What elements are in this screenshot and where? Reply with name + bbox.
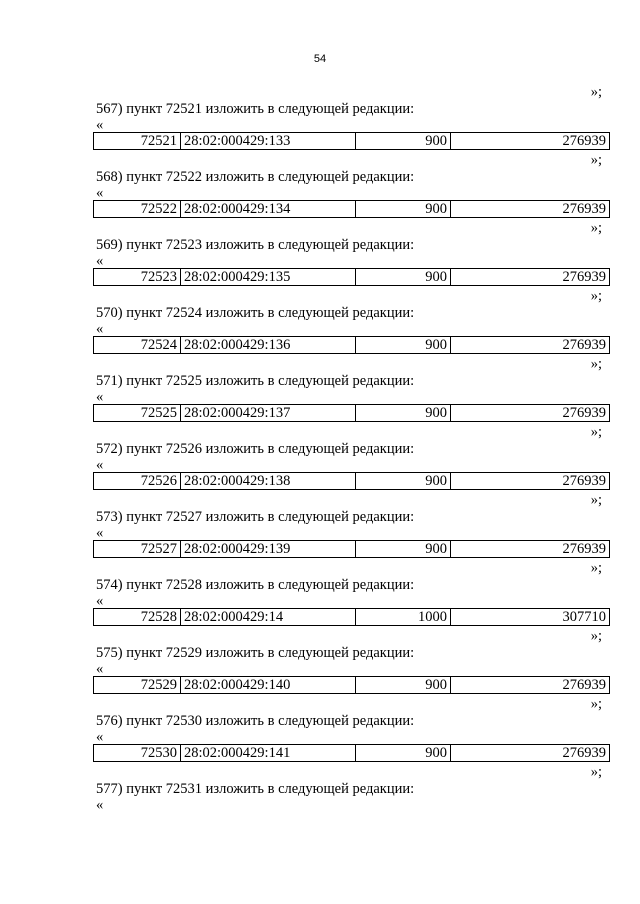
closing-quote: »; xyxy=(590,356,602,372)
parcel-table xyxy=(93,200,610,218)
document-body xyxy=(93,84,610,812)
area-cell: 900 xyxy=(356,405,451,422)
area-cell: 900 xyxy=(356,201,451,218)
table-row xyxy=(94,337,610,354)
cadastral-number-cell: 28:02:000429:135 xyxy=(181,269,356,286)
item-number-cell: 72523 xyxy=(94,269,181,286)
amendment-instruction: 576) пункт 72530 изложить в следующей редакции: xyxy=(96,713,415,729)
item-number-cell: 72524 xyxy=(94,337,181,354)
amendment-instruction: 572) пункт 72526 изложить в следующей редакции: xyxy=(96,441,415,457)
amendment-block xyxy=(93,237,610,305)
value-cell: 276939 xyxy=(451,133,610,150)
item-number-cell: 72527 xyxy=(94,541,181,558)
closing-quote: »; xyxy=(590,628,602,644)
cadastral-number-cell: 28:02:000429:136 xyxy=(181,337,356,354)
value-cell: 276939 xyxy=(451,473,610,490)
amendment-instruction: 573) пункт 72527 изложить в следующей редакции: xyxy=(96,509,415,525)
item-number-cell: 72525 xyxy=(94,405,181,422)
amendment-block xyxy=(93,441,610,509)
opening-quote: « xyxy=(96,525,104,541)
table-row xyxy=(94,541,610,558)
value-cell: 276939 xyxy=(451,677,610,694)
closing-quote: »; xyxy=(590,696,602,712)
opening-quote: « xyxy=(96,389,104,405)
table-row xyxy=(94,473,610,490)
amendment-block xyxy=(93,373,610,441)
closing-quote: »; xyxy=(590,492,602,508)
parcel-table xyxy=(93,132,610,150)
cadastral-number-cell: 28:02:000429:133 xyxy=(181,133,356,150)
amendment-block xyxy=(93,577,610,645)
cadastral-number-cell: 28:02:000429:140 xyxy=(181,677,356,694)
value-cell: 276939 xyxy=(451,269,610,286)
area-cell: 900 xyxy=(356,269,451,286)
closing-quote: »; xyxy=(590,220,602,236)
area-cell: 900 xyxy=(356,541,451,558)
parcel-table xyxy=(93,268,610,286)
opening-quote: « xyxy=(96,797,104,813)
amendment-instruction: 568) пункт 72522 изложить в следующей редакции: xyxy=(96,169,415,185)
closing-quote: »; xyxy=(590,560,602,576)
parcel-table xyxy=(93,336,610,354)
closing-quote: »; xyxy=(590,152,602,168)
cadastral-number-cell: 28:02:000429:137 xyxy=(181,405,356,422)
table-row xyxy=(94,609,610,626)
parcel-table xyxy=(93,404,610,422)
opening-quote: « xyxy=(96,253,104,269)
opening-quote: « xyxy=(96,185,104,201)
amendment-instruction: 570) пункт 72524 изложить в следующей редакции: xyxy=(96,305,415,321)
amendment-instruction: 574) пункт 72528 изложить в следующей редакции: xyxy=(96,577,415,593)
cadastral-number-cell: 28:02:000429:139 xyxy=(181,541,356,558)
amendment-instruction: 567) пункт 72521 изложить в следующей редакции: xyxy=(96,101,415,117)
item-number-cell: 72526 xyxy=(94,473,181,490)
value-cell: 307710 xyxy=(451,609,610,626)
amendment-instruction: 575) пункт 72529 изложить в следующей редакции: xyxy=(96,645,415,661)
closing-quote: »; xyxy=(590,424,602,440)
table-row xyxy=(94,201,610,218)
amendment-block xyxy=(93,509,610,577)
page-number: 54 xyxy=(313,53,327,65)
cadastral-number-cell: 28:02:000429:138 xyxy=(181,473,356,490)
closing-quote: »; xyxy=(590,764,602,780)
opening-quote: « xyxy=(96,661,104,677)
closing-quote: »; xyxy=(590,288,602,304)
amendment-block xyxy=(93,305,610,373)
table-row xyxy=(94,405,610,422)
area-cell: 900 xyxy=(356,745,451,762)
item-number-cell: 72529 xyxy=(94,677,181,694)
table-row xyxy=(94,745,610,762)
value-cell: 276939 xyxy=(451,337,610,354)
item-number-cell: 72521 xyxy=(94,133,181,150)
parcel-table xyxy=(93,472,610,490)
closing-quote: »; xyxy=(590,84,602,100)
item-number-cell: 72530 xyxy=(94,745,181,762)
opening-quote: « xyxy=(96,457,104,473)
table-row xyxy=(94,133,610,150)
cadastral-number-cell: 28:02:000429:134 xyxy=(181,201,356,218)
value-cell: 276939 xyxy=(451,745,610,762)
parcel-table xyxy=(93,540,610,558)
cadastral-number-cell: 28:02:000429:14 xyxy=(181,609,356,626)
parcel-table xyxy=(93,676,610,694)
area-cell: 900 xyxy=(356,677,451,694)
parcel-table xyxy=(93,744,610,762)
parcel-table xyxy=(93,608,610,626)
amendment-block xyxy=(93,645,610,713)
amendment-block xyxy=(93,101,610,169)
value-cell: 276939 xyxy=(451,201,610,218)
amendment-block xyxy=(93,713,610,781)
area-cell: 900 xyxy=(356,473,451,490)
amendment-list xyxy=(93,101,610,781)
amendment-instruction: 569) пункт 72523 изложить в следующей редакции: xyxy=(96,237,415,253)
amendment-instruction: 577) пункт 72531 изложить в следующей редакции: xyxy=(96,781,415,797)
item-number-cell: 72522 xyxy=(94,201,181,218)
value-cell: 276939 xyxy=(451,405,610,422)
opening-quote: « xyxy=(96,117,104,133)
area-cell: 1000 xyxy=(356,609,451,626)
area-cell: 900 xyxy=(356,133,451,150)
cadastral-number-cell: 28:02:000429:141 xyxy=(181,745,356,762)
item-number-cell: 72528 xyxy=(94,609,181,626)
table-row xyxy=(94,269,610,286)
table-row xyxy=(94,677,610,694)
amendment-instruction: 571) пункт 72525 изложить в следующей редакции: xyxy=(96,373,415,389)
amendment-block xyxy=(93,169,610,237)
opening-quote: « xyxy=(96,593,104,609)
opening-quote: « xyxy=(96,321,104,337)
value-cell: 276939 xyxy=(451,541,610,558)
area-cell: 900 xyxy=(356,337,451,354)
opening-quote: « xyxy=(96,729,104,745)
